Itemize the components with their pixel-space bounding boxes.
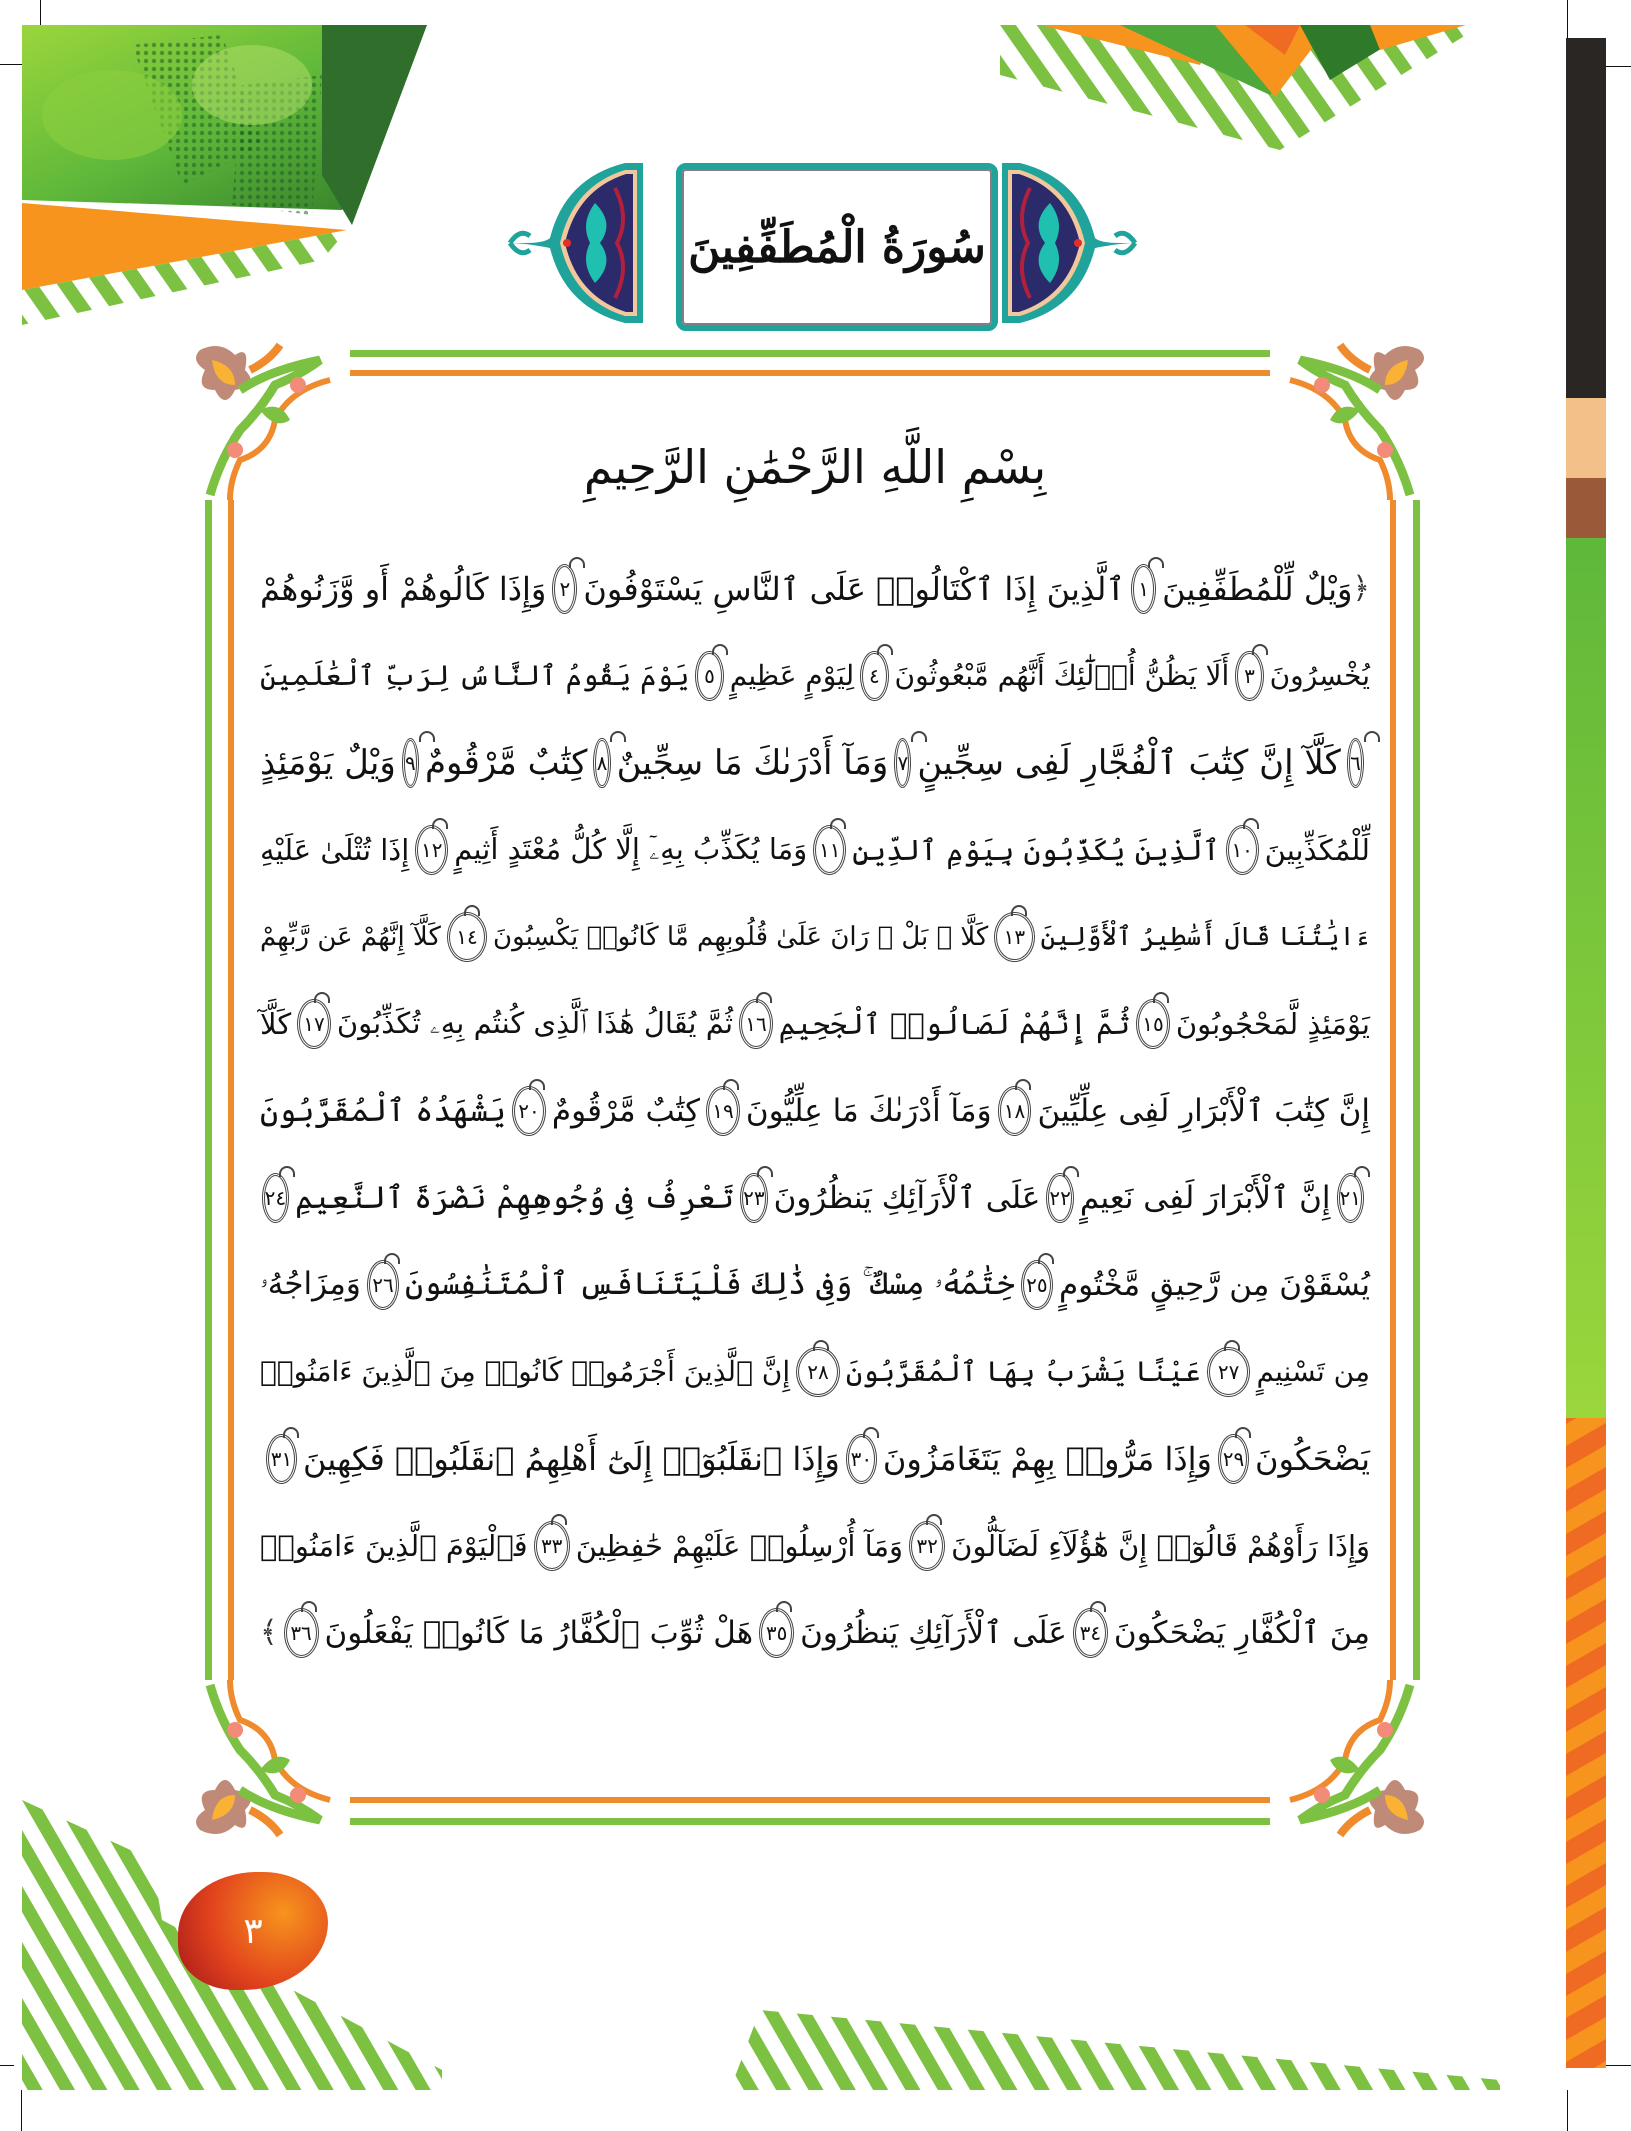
title-ornament-right	[1000, 158, 1140, 328]
ayah-number-marker: ٧	[894, 738, 911, 788]
verse-text: يَشْهَدُهُ ٱلْمُقَرَّبُونَ	[260, 1092, 506, 1129]
verse-text: إِنَّ كِتَٰبَ ٱلْأَبْرَارِ لَفِى عِلِّيِّينَ	[1037, 1092, 1370, 1129]
verse-line	[260, 1415, 1370, 1502]
surah-title: سُورَةُ الْمُطَفِّفِينَ	[688, 221, 986, 273]
ayah-number-marker: ٢٦	[367, 1260, 399, 1310]
verse-text: فَٱلْيَوْمَ ٱلَّذِينَ ءَامَنُوا۟	[260, 1528, 528, 1563]
page-number: ٣	[243, 1910, 263, 1952]
verse-text: ءَايَٰتُنَا قَالَ أَسَٰطِيرُ ٱلْأَوَّلِينَ	[1040, 921, 1370, 952]
bismillah: بِسْمِ اللَّهِ الرَّحْمَٰنِ الرَّحِيمِ	[583, 440, 1047, 494]
ayah-number-marker: ١٦	[739, 999, 773, 1049]
ayah-number-marker: ٩	[402, 738, 419, 788]
verse-text: وَيْلٌ يَوْمَئِذٍ	[260, 742, 396, 783]
verse-line	[260, 893, 1370, 980]
ayah-number-marker: ١١	[813, 825, 846, 875]
verse-text: يُخْسِرُونَ	[1269, 659, 1370, 692]
verse-text: وَمَآ أَدْرَىٰكَ مَا سِجِّينٌ	[616, 742, 889, 783]
verse-text: لِيَوْمٍ عَظِيمٍ	[729, 659, 855, 692]
verse-line	[260, 632, 1370, 719]
verse-text: إِنَّ ٱلَّذِينَ أَجْرَمُوا۟ كَانُوا۟ مِنَ ٱلَّذِينَ ءَامَنُوا۟	[260, 1355, 791, 1388]
ayah-number-marker: ١	[1131, 564, 1156, 614]
verse-text: يَوْمَئِذٍ لَّمَحْجُوبُونَ	[1175, 1006, 1370, 1041]
verse-text: كَلَّآ إِنَّ كِتَٰبَ ٱلْفُجَّارِ لَفِى سِجِّينٍ	[917, 743, 1341, 783]
stripes-bottom-right	[730, 2010, 1500, 2090]
ayah-number-marker: ١٨	[998, 1086, 1032, 1136]
ayah-number-marker: ٥	[695, 651, 723, 701]
ayah-number-marker: ١٧	[297, 999, 331, 1049]
ayah-number-marker: ٢٠	[512, 1086, 546, 1136]
verse-text: عَلَى ٱلْأَرَآئِكِ يَنظُرُونَ	[773, 1179, 1041, 1216]
verse-line	[260, 719, 1370, 806]
ayah-number-marker: ٢٧	[1207, 1347, 1251, 1397]
verse-text: وَمَآ أُرْسِلُوا۟ عَلَيْهِمْ حَٰفِظِينَ	[575, 1528, 904, 1563]
verse-text: هَلْ ثُوِّبَ ٱلْكُفَّارُ مَا كَانُوا۟ يَفْعَلُونَ	[324, 1614, 754, 1651]
ayah-number-marker: ١٤	[447, 912, 487, 962]
ayah-number-marker: ٢٣	[740, 1173, 767, 1223]
ayah-number-marker: ٢٥	[1021, 1260, 1053, 1310]
ayah-number-marker: ٣٠	[846, 1434, 877, 1484]
verse-text: وَمَآ أَدْرَىٰكَ مَا عِلِّيُّونَ	[745, 1092, 992, 1129]
verse-text: عَلَى ٱلْأَرَآئِكِ يَنظُرُونَ	[800, 1614, 1067, 1651]
verse-text: مِنَ ٱلْكُفَّارِ يَضْحَكُونَ	[1113, 1614, 1370, 1651]
verse-line	[260, 980, 1370, 1067]
verse-text: تَعْرِفُ فِى وُجُوهِهِمْ نَضْرَةَ ٱلنَّعِيمِ	[295, 1179, 735, 1216]
verse-text: وَيْلٌ لِّلْمُطَفِّفِينَ	[1162, 569, 1353, 608]
ayah-number-marker: ٢٨	[796, 1347, 840, 1397]
crop-mark	[1567, 2090, 1568, 2131]
crop-mark	[1567, 0, 1568, 38]
verse-line	[260, 1067, 1370, 1154]
ayah-number-marker: ٣١	[266, 1434, 297, 1484]
verse-text: كِتَٰبٌ مَّرْقُومٌ	[551, 1092, 701, 1129]
verse-line	[260, 806, 1370, 893]
ayah-number-marker: ١٠	[1226, 825, 1259, 875]
verse-text: كَلَّآ إِنَّهُمْ عَن رَّبِّهِمْ	[260, 921, 441, 952]
ayah-number-marker: ٣٥	[759, 1608, 794, 1658]
ayah-number-marker: ٣	[1235, 651, 1263, 701]
ayah-number-marker: ٢	[552, 564, 577, 614]
ayah-number-marker: ٨	[593, 738, 610, 788]
ayah-number-marker: ٣٣	[534, 1521, 570, 1571]
crop-mark	[21, 2090, 22, 2131]
ayah-number-marker: ٣٦	[284, 1608, 319, 1658]
ayah-number-marker: ٦	[1347, 738, 1364, 788]
verse-text: وَمَا يُكَذِّبُ بِهِۦٓ إِلَّا كُلُّ مُعْتَدٍ أَثِيمٍ	[454, 832, 808, 866]
verse-text: إِنَّ ٱلْأَبْرَارَ لَفِى نَعِيمٍ	[1079, 1179, 1331, 1216]
closing-bracket: ﴾	[259, 1615, 278, 1650]
verse-text: ثُمَّ إِنَّهُمْ لَصَالُوا۟ ٱلْجَحِيمِ	[778, 1006, 1131, 1041]
surah-text-area	[250, 420, 1380, 1780]
verse-text: كَلَّآ	[260, 1006, 292, 1041]
opening-bracket: ﴿	[1352, 571, 1370, 606]
verse-text: خِتَٰمُهُۥ مِسْكٌ ۚ وَفِى ذَٰلِكَ فَلْيَتَنَافَسِ ٱلْمُتَنَٰفِسُونَ	[405, 1266, 1015, 1302]
verse-text: يُسْقَوْنَ مِن رَّحِيقٍ مَّخْتُومٍ	[1058, 1266, 1370, 1303]
ayah-number-marker: ١٩	[706, 1086, 740, 1136]
verse-text: ثُمَّ يُقَالُ هَٰذَا ٱلَّذِى كُنتُم بِهِۦ تُكَذِّبُونَ	[336, 1006, 734, 1040]
verse-text: وَإِذَا مَرُّوا۟ بِهِمْ يَتَغَامَزُونَ	[882, 1439, 1212, 1478]
surah-title-box	[676, 163, 998, 331]
adjacent-page-strip	[1566, 38, 1606, 2068]
ayah-number-marker: ٢١	[1337, 1173, 1364, 1223]
ayah-number-marker: ٢٩	[1218, 1434, 1249, 1484]
ayah-number-marker: ٤	[860, 651, 888, 701]
verse-text: ٱلَّذِينَ يُكَذِّبُونَ بِيَوْمِ ٱلدِّينِ	[852, 832, 1220, 867]
stripes-banner	[1000, 25, 1566, 155]
verse-line	[260, 1328, 1370, 1415]
ayah-number-marker: ٢٢	[1046, 1173, 1073, 1223]
ayah-number-marker: ٣٤	[1073, 1608, 1108, 1658]
verse-line	[260, 1241, 1370, 1328]
verse-text: وَإِذَا كَالُوهُمْ أَو وَّزَنُوهُمْ	[260, 569, 547, 608]
verse-text: يَضْحَكُونَ	[1254, 1439, 1370, 1478]
verses-block	[260, 545, 1370, 1676]
ayah-number-marker: ١٣	[994, 912, 1034, 962]
verse-text: وَإِذَا رَأَوْهُمْ قَالُوٓا۟ إِنَّ هَٰٓؤُلَآءِ لَضَآلُّونَ	[951, 1528, 1370, 1563]
verse-text: إِذَا تُتْلَىٰ عَلَيْهِ	[260, 832, 410, 867]
ayah-number-marker: ١٢	[415, 825, 448, 875]
verse-text: ٱلَّذِينَ إِذَا ٱكْتَالُوا۟ عَلَى ٱلنَّاسِ يَسْتَوْفُونَ	[583, 569, 1126, 608]
verse-text: لِّلْمُكَذِّبِينَ	[1264, 832, 1370, 867]
verse-text: أَلَا يَظُنُّ أُو۟لَٰٓئِكَ أَنَّهُم مَّبْعُوثُونَ	[894, 659, 1230, 692]
verse-text: كَلَّا ۖ بَلْ ۜ رَانَ عَلَىٰ قُلُوبِهِم مَّا كَانُوا۟ يَكْسِبُونَ	[493, 921, 989, 952]
ayah-number-marker: ١٥	[1136, 999, 1170, 1049]
title-ornament-left	[505, 158, 645, 328]
verse-line	[260, 1589, 1370, 1676]
verse-text: يَوْمَ يَقُومُ ٱلنَّاسُ لِرَبِّ ٱلْعَٰلَمِينَ	[260, 659, 690, 692]
verse-text: مِن تَسْنِيمٍ	[1256, 1355, 1370, 1388]
ayah-number-marker: ٣٢	[909, 1521, 945, 1571]
verse-line	[260, 545, 1370, 632]
verse-text: كِتَٰبٌ مَّرْقُومٌ	[424, 742, 588, 783]
verse-text: وَمِزَاجُهُۥ	[260, 1266, 361, 1302]
verse-line	[260, 1154, 1370, 1241]
crop-mark	[0, 2065, 14, 2066]
ayah-number-marker: ٢٤	[262, 1173, 289, 1223]
verse-line	[260, 1502, 1370, 1589]
verse-text: وَإِذَا ٱنقَلَبُوٓا۟ إِلَىٰٓ أَهْلِهِمُ ٱنقَلَبُوا۟ فَكِهِينَ	[303, 1439, 840, 1478]
verse-text: عَيْنًا يَشْرَبُ بِهَا ٱلْمُقَرَّبُونَ	[845, 1355, 1201, 1388]
